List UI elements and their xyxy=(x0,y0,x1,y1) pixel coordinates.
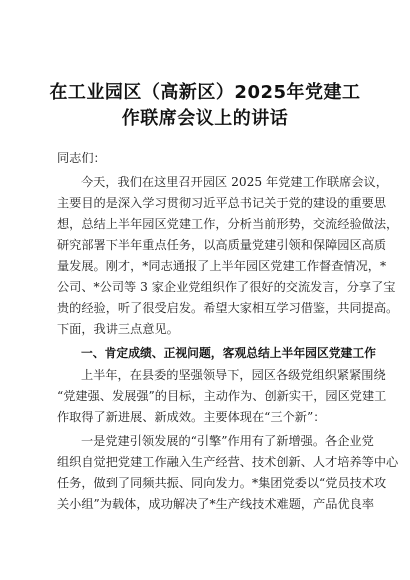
paragraph-line: 今天，我们在这里召开园区 2025 年党建工作联席会议， xyxy=(81,175,388,189)
paragraph-line: 关小组”为载体，成功解决了*生产线技术难题，产品优良率 xyxy=(57,497,375,511)
paragraph-line: 公司、*公司等 3 家企业党组织作了很好的交流发言，分享了宝 xyxy=(57,280,396,294)
paragraph-line: 量发展。刚才，*同志通报了上半年园区党建工作督查情况，* xyxy=(57,259,387,273)
paragraph-line: 作取得了新进展、新成效。主要体现在“三个新”： xyxy=(57,410,326,424)
section-heading: 一、肯定成绩、正视问题，客观总结上半年园区党建工作 xyxy=(81,346,376,360)
speech-title-line-1: 在工业园区（高新区）2025年党建工 xyxy=(49,82,361,103)
paragraph-line: 主要目的是深入学习贯彻习近平总书记关于党的建设的重要思 xyxy=(57,196,387,210)
paragraph-line: 贵的经验，听了很受启发。希望大家相互学习借鉴，共同提高。 xyxy=(57,301,399,315)
paragraph-line: 一是党建引领发展的“引擎”作用有了新增强。各企业党 xyxy=(81,434,374,448)
paragraph-line: 想，总结上半年园区党建工作，分析当前形势，交流经验做法， xyxy=(57,217,399,231)
paragraph-line: 研究部署下半年重点任务，以高质量党建引领和保障园区高质 xyxy=(57,238,387,252)
paragraph-line: 任务，做到了同频共振、同向发力。*集团党委以“党员技术攻 xyxy=(57,476,387,490)
salutation: 同志们： xyxy=(57,151,106,165)
speech-title-line-2: 作联席会议上的讲话 xyxy=(121,108,289,129)
paragraph-line: 组织自觉把党建工作融入生产经营、技术创新、人才培养等中心 xyxy=(57,455,399,469)
paragraph-line: “党建强、发展强”的目标，主动作为、创新实干，园区党建工 xyxy=(57,389,387,403)
paragraph-line: 上半年，在县委的坚强领导下，园区各级党组织紧紧围绕 xyxy=(81,368,386,382)
paragraph-line: 下面，我讲三点意见。 xyxy=(57,322,179,336)
